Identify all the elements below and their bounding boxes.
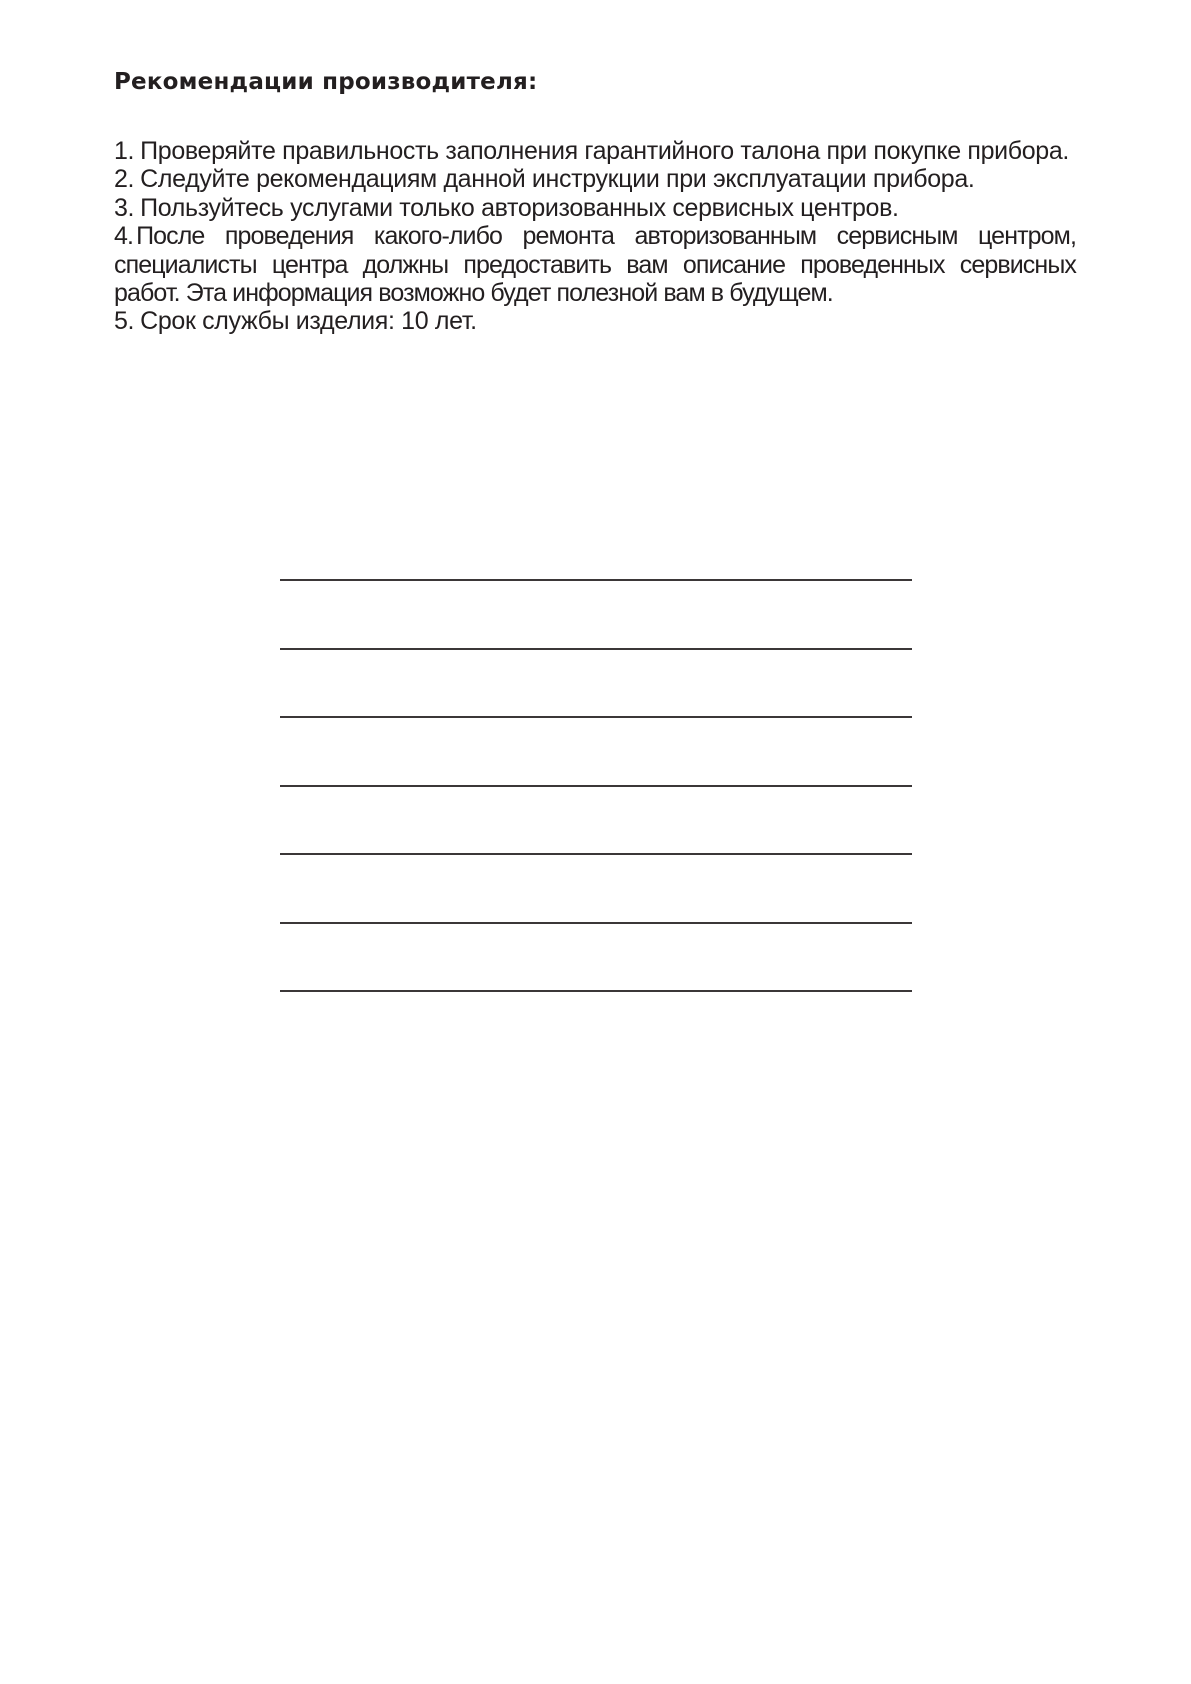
blank-line-2 bbox=[280, 648, 912, 650]
item-number: 2. bbox=[114, 165, 135, 194]
page-title: Рекомендации производителя: bbox=[114, 69, 538, 95]
item-text: После проведения какого-либо ремонта авторизованным сервисным центром, специалисты центра должны предоставить вам описание проведенных сервисных работ. Эта информация возможно будет полезной вам в будущем. bbox=[114, 222, 1076, 308]
blank-line-4 bbox=[280, 785, 912, 787]
recommendation-item-3 bbox=[114, 194, 1076, 222]
blank-line-6 bbox=[280, 922, 912, 924]
blank-writing-lines bbox=[280, 579, 912, 1059]
item-text: Пользуйтесь услугами только авторизованных сервисных центров. bbox=[140, 193, 899, 222]
recommendation-item-1 bbox=[114, 137, 1076, 165]
item-text: Проверяйте правильность заполнения гарантийного талона при покупке прибора. bbox=[140, 137, 1069, 165]
blank-line-7 bbox=[280, 990, 912, 992]
item-text: Следуйте рекомендациям данной инструкции при эксплуатации прибора. bbox=[140, 165, 975, 194]
item-text: Срок службы изделия: 10 лет. bbox=[140, 307, 477, 336]
item-number: 5. bbox=[114, 307, 135, 336]
blank-line-5 bbox=[280, 853, 912, 855]
item-number: 4. bbox=[114, 222, 134, 251]
blank-line-3 bbox=[280, 716, 912, 718]
recommendations-list bbox=[114, 137, 1076, 336]
recommendation-item-4 bbox=[114, 222, 1076, 307]
blank-line-1 bbox=[280, 579, 912, 581]
item-number: 3. bbox=[114, 193, 135, 222]
recommendation-item-2 bbox=[114, 165, 1076, 193]
item-number: 1. bbox=[114, 137, 135, 165]
recommendation-item-5 bbox=[114, 307, 1076, 335]
